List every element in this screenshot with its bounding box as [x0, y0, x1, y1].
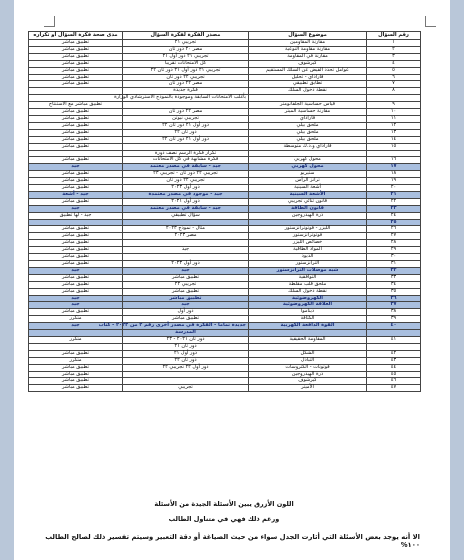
cell-validity: جيد	[29, 205, 123, 212]
cell-idea-source: تطبيق مباشر	[123, 274, 249, 281]
table-row	[29, 261, 421, 268]
page-top-margin	[14, 0, 450, 30]
cell-question-topic: ديناموا	[249, 309, 367, 316]
cell-question-topic: الأميتر	[249, 385, 367, 392]
cell-question-topic: ستيريو	[249, 171, 367, 178]
cell-question-topic: ذرة الهيدروجين	[249, 371, 367, 378]
cell-validity: تطبيق مباشر	[29, 157, 123, 164]
cell-question-topic: ملحق قلب مقلطة	[249, 281, 367, 288]
cell-question-topic: فوتوترانزستور	[249, 233, 367, 240]
cell-idea-source: جديدة تماما - الفكرة في مصدر أخرى رقم ٢ من ٢٠٢٣ - كتاب	[123, 323, 249, 330]
cell-question-topic: المقاومة الحقيقية	[249, 336, 367, 343]
cell-question-number: ٢٨	[367, 240, 421, 247]
cell-idea-source: فكرة مشابهة في كل الامتحانات	[123, 157, 249, 164]
table-row	[29, 323, 421, 330]
cell-idea-source: جيد - سابقة في مصدر معتمد	[123, 205, 249, 212]
cell-validity: جيد	[29, 323, 123, 330]
table-row	[29, 81, 421, 88]
cell-validity: جيد	[29, 164, 123, 171]
cell-idea-source: تجريبي ٢٢ دور ثان	[123, 178, 249, 185]
cell-idea-source: دور أول ٢٠٢١	[123, 198, 249, 205]
cell-question-number: ١١	[367, 115, 421, 122]
cell-validity: تطبيق مباشر	[29, 115, 123, 122]
cell-question-topic: قانون الطاقة	[249, 205, 367, 212]
table-row	[29, 143, 421, 150]
cell-question-number: ٣٩	[367, 316, 421, 323]
cell-validity: تطبيق مباشر	[29, 136, 123, 143]
cell-question-topic: الكثافة	[249, 316, 367, 323]
table-row	[29, 67, 421, 74]
cell-question-topic: الترانزستور	[249, 261, 367, 268]
cell-question-topic: القوة الدافعة الكهربية	[249, 323, 367, 330]
cell-question-number: ٣٠	[367, 254, 421, 261]
cell-question-topic: ملحق بيلي	[249, 129, 367, 136]
cell-validity: تطبيق مباشر	[29, 40, 123, 47]
cell-validity: متكرر	[29, 357, 123, 364]
table-row	[29, 309, 421, 316]
cell-validity: تطبيق مباشر	[29, 233, 123, 240]
cell-question-topic: نقطة دخول السلك	[249, 288, 367, 295]
cell-idea-source: فكرة جديدة	[123, 88, 249, 95]
header-question-number: رقم السؤال	[367, 32, 421, 40]
cell-validity: تطبيق مباشر	[29, 122, 123, 129]
cell-validity: جيد	[29, 267, 123, 274]
cell-question-number: ٢٧	[367, 233, 421, 240]
cell-question-topic: قياس حساسية الجلفانومتر	[249, 102, 367, 109]
cell-idea-source: تكرار فكرة الرسم نصف دورة	[123, 150, 249, 157]
cell-question-topic: فاراداي - تحليل	[249, 74, 367, 81]
cell-question-topic: مقارنة المقاومين	[249, 40, 367, 47]
cell-idea-source: تجريبي ٢١ دور أول ٢١	[123, 53, 249, 60]
cell-question-number: ٤٢	[367, 350, 421, 357]
header-question-topic: موضوع السؤال	[249, 32, 367, 40]
questions-table	[28, 31, 421, 392]
table-row	[29, 385, 421, 392]
cell-validity: تطبيق مباشر	[29, 288, 123, 295]
cell-validity: جيد - لها تطبيق	[29, 212, 123, 219]
cell-question-number: ١٨	[367, 171, 421, 178]
cell-question-topic: شبه موصلات الترانزستور	[249, 267, 367, 274]
table-row	[29, 336, 421, 343]
cell-idea-source: دور ثان ٢٢	[123, 129, 249, 136]
cell-idea-source: تجريبي	[123, 385, 249, 392]
cell-validity: تطبيق مباشر مع الاستنتاج	[29, 102, 123, 109]
cell-idea-source: دور أول ٢١	[123, 350, 249, 357]
cell-question-topic: فاراداي و.د.ك متوسطة	[249, 143, 367, 150]
cell-validity: تطبيق مباشر	[29, 81, 123, 88]
cell-question-topic: الكهروضوئية	[249, 295, 367, 302]
cell-question-topic: عوامل تحدد الفيض عن السلك المستقيم	[249, 67, 367, 74]
cell-question-number: ٣٨	[367, 309, 421, 316]
table-row	[29, 330, 421, 337]
cell-question-topic: نقطة دخول السلك	[249, 88, 367, 95]
cell-validity: تطبيق مباشر	[29, 198, 123, 205]
cell-idea-source: جيد - سابقة في مصدر معتمد	[123, 164, 249, 171]
cell-idea-source: كل الامتحانات تقريبا	[123, 60, 249, 67]
cell-validity: تطبيق مباشر	[29, 178, 123, 185]
cell-question-number: ١٣	[367, 129, 421, 136]
cell-idea-source: جيد	[123, 267, 249, 274]
cell-question-topic: فوتونات - الكتروسات	[249, 364, 367, 371]
table-row	[29, 288, 421, 295]
cell-question-number: ٢٣	[367, 205, 421, 212]
cell-validity	[29, 88, 123, 95]
table-row	[29, 364, 421, 371]
table-body	[29, 40, 421, 392]
cell-idea-source: دور أول ٢٠٢٣	[123, 185, 249, 192]
table-row	[29, 198, 421, 205]
cell-question-topic: محول كهربي	[249, 164, 367, 171]
cell-validity: تطبيق مباشر	[29, 378, 123, 385]
cell-question-number: ٨	[367, 88, 421, 95]
cell-question-topic: العلاقة الكهروضوئية	[249, 302, 367, 309]
cell-idea-source: دور ثان ٢١	[123, 343, 249, 350]
cell-idea-source	[123, 371, 249, 378]
cell-question-topic: أشعة السينية	[249, 185, 367, 192]
cell-validity: تطبيق مباشر	[29, 254, 123, 261]
cell-idea-source: تطبيق مباشر	[123, 288, 249, 295]
cell-idea-source: المدرسة	[123, 330, 249, 337]
cell-question-topic: مقارنة في المقاومة	[249, 53, 367, 60]
cell-question-number: ٥	[367, 67, 421, 74]
cell-validity: تطبيق مباشر	[29, 226, 123, 233]
cell-validity: تطبيق مباشر	[29, 350, 123, 357]
cell-idea-source: سؤال تطبيقي	[123, 212, 249, 219]
cell-question-topic: الديود	[249, 254, 367, 261]
cell-validity: تطبيق مباشر	[29, 247, 123, 254]
cell-question-number: ٧	[367, 81, 421, 88]
cell-idea-source: دور أول	[123, 309, 249, 316]
cell-validity: تطبيق مباشر	[29, 53, 123, 60]
cell-idea-source: تجريبي نيوتن	[123, 115, 249, 122]
footer-note-controversy: الا أنه يوجد بعض الأسئلة التي أثارت الجدل سواء من حيث الصياغة أو دقة التعبير وسيتم تفسير ذلك لصالح الطالب ١٠٠%	[45, 533, 420, 549]
table-row	[29, 295, 421, 302]
cell-question-topic: تطابق تطبيقي	[249, 81, 367, 88]
cell-question-topic: التبادل	[249, 357, 367, 364]
cell-idea-source: مصر ٢٢ دور ثان	[123, 81, 249, 88]
cell-idea-source: تجريبي ٢١	[123, 40, 249, 47]
table-row	[29, 157, 421, 164]
cell-question-number: ٢٤	[367, 212, 421, 219]
cell-question-number: ١٧	[367, 164, 421, 171]
cell-question-number: ٤١	[367, 336, 421, 343]
cell-question-number: ٢٥	[367, 219, 421, 226]
cell-idea-source: تطبيق مباشر	[123, 316, 249, 323]
table-row	[29, 350, 421, 357]
cell-question-number: ٣	[367, 53, 421, 60]
cell-question-number: ٣١	[367, 261, 421, 268]
cell-question-number: ٢	[367, 46, 421, 53]
cell-validity: تطبيق مباشر	[29, 143, 123, 150]
cell-idea-source: تجريبي ٢٢ دور ثان - تجريبي ٢٣	[123, 171, 249, 178]
cell-question-number: ٤٠	[367, 323, 421, 330]
cell-validity: تطبيق مباشر	[29, 67, 123, 74]
cell-validity: تطبيق مباشر	[29, 274, 123, 281]
cell-idea-source: جيد	[123, 247, 249, 254]
cell-idea-source: مصر ٢٠٢٣	[123, 233, 249, 240]
cell-validity: تطبيق مباشر	[29, 60, 123, 67]
margin-corner-mark	[425, 16, 436, 27]
cell-validity: تطبيق مباشر	[29, 109, 123, 116]
cell-question-topic: مقارنة مقاومة النوعية	[249, 46, 367, 53]
cell-question-number: ١٩	[367, 178, 421, 185]
cell-question-topic: الأشعة السينية	[249, 191, 367, 198]
cell-idea-source: جيد	[123, 302, 249, 309]
cell-idea-source: بأغلب الامتحانات السابقة وموجودة بالنموذج الاسترشادي الوزارة	[123, 95, 249, 102]
cell-validity: جيد - أشعة	[29, 191, 123, 198]
cell-idea-source: تطبيق مباشر	[123, 295, 249, 302]
cell-idea-source: دور ثان ٢٠٢١ - ٢٣	[123, 336, 249, 343]
cell-validity: تطبيق مباشر	[29, 385, 123, 392]
cell-question-number: ٤٤	[367, 364, 421, 371]
cell-validity: تطبيق مباشر	[29, 281, 123, 288]
cell-validity: متكرر	[29, 316, 123, 323]
cell-idea-source: مثال - نموذج ٢٠٢٣	[123, 226, 249, 233]
cell-question-number: ١٥	[367, 143, 421, 150]
cell-idea-source: مصر ٢٢ دور ثان	[123, 109, 249, 116]
cell-idea-source: تجريبي ٢٢ دور ثان	[123, 74, 249, 81]
cell-question-topic: فاراداي	[249, 115, 367, 122]
cell-validity: تطبيق مباشر	[29, 309, 123, 316]
cell-question-number: ١٤	[367, 136, 421, 143]
cell-question-number: ١	[367, 40, 421, 47]
cell-question-number: ٩	[367, 102, 421, 109]
cell-question-number: ٢٠	[367, 185, 421, 192]
cell-question-topic: خصائص الليزر	[249, 240, 367, 247]
cell-question-topic: المواد الطاقية	[249, 247, 367, 254]
cell-question-topic: قانون ثنائي تجريبي	[249, 198, 367, 205]
cell-question-number: ١٢	[367, 122, 421, 129]
footer-note-blue: اللون الأزرق يبين الأسئلة الجيدة من الأسئلة	[154, 500, 294, 508]
cell-question-topic: ملحق بيلي	[249, 136, 367, 143]
cell-question-topic: الليزر - فوتوترانزستور	[249, 226, 367, 233]
cell-question-topic: مقارنة حساسية الميتر	[249, 109, 367, 116]
cell-question-number: ١٠	[367, 109, 421, 116]
cell-question-number: ٤٣	[367, 357, 421, 364]
cell-question-topic: ترانز الرأس	[249, 178, 367, 185]
cell-question-number: ١٦	[367, 157, 421, 164]
cell-question-number: ٤	[367, 60, 421, 67]
header-idea-source: مصدر الفكرة لفكرة السؤال	[123, 32, 249, 40]
cell-validity: تطبيق مباشر	[29, 129, 123, 136]
cell-idea-source: دور أول ٢٢ تجريبي ٢٢	[123, 364, 249, 371]
cell-question-number: ٢٢	[367, 198, 421, 205]
cell-idea-source: مصر ٢٠ دور ثان	[123, 46, 249, 53]
cell-validity: تطبيق مباشر	[29, 364, 123, 371]
cell-question-number: ٣٣	[367, 274, 421, 281]
cell-question-number: ٣٥	[367, 288, 421, 295]
cell-idea-source: جيد - موجود في مصدر معتمدة	[123, 191, 249, 198]
cell-validity: متكرر	[29, 336, 123, 343]
cell-validity: تطبيق مباشر	[29, 240, 123, 247]
cell-question-number: ٦	[367, 74, 421, 81]
cell-question-number: ٤٧	[367, 385, 421, 392]
table-row	[29, 212, 421, 219]
margin-corner-mark	[44, 16, 55, 27]
cell-question-number: ٤٥	[367, 371, 421, 378]
cell-question-number: ٣٦	[367, 295, 421, 302]
cell-validity: تطبيق مباشر	[29, 185, 123, 192]
cell-question-number: ٢٩	[367, 247, 421, 254]
cell-validity: تطبيق مباشر	[29, 371, 123, 378]
cell-question-number: ٢١	[367, 191, 421, 198]
cell-question-topic: ذرة الهيدروجين	[249, 212, 367, 219]
cell-question-number: ٢٦	[367, 226, 421, 233]
cell-question-topic: التوافقية	[249, 274, 367, 281]
cell-idea-source: دور أول ٢٠٢٣	[123, 261, 249, 268]
cell-question-topic: كيرشوف	[249, 60, 367, 67]
cell-validity: تطبيق مباشر	[29, 46, 123, 53]
cell-question-number: ٣٤	[367, 281, 421, 288]
cell-question-number: ٣٧	[367, 302, 421, 309]
cell-question-number: ٤٦	[367, 378, 421, 385]
cell-idea-source	[123, 143, 249, 150]
cell-question-topic: الشكل	[249, 350, 367, 357]
cell-validity: جيد	[29, 302, 123, 309]
cell-question-topic: ملحق بيلي	[249, 122, 367, 129]
cell-idea-source: تجريبي ٢١ دور أول ٢١ دور ثان ٢٢	[123, 67, 249, 74]
footer-note-reach: ورغم ذلك فهي في متناول الطالب	[168, 515, 280, 523]
cell-validity: تطبيق مباشر	[29, 74, 123, 81]
cell-question-number: ٣٢	[367, 267, 421, 274]
header-validity: مدى صحة فكرة السؤال أو تكراره	[29, 32, 123, 40]
cell-idea-source: تجريبي ٢٢	[123, 281, 249, 288]
cell-question-topic: محول كهربي	[249, 157, 367, 164]
cell-validity: جيد	[29, 295, 123, 302]
cell-question-topic: كيرشوف	[249, 378, 367, 385]
cell-idea-source: دور ثان ٢٢	[123, 357, 249, 364]
cell-idea-source: دور أول ٢١ دور ثان ٢٢	[123, 136, 249, 143]
cell-validity: تطبيق مباشر	[29, 261, 123, 268]
cell-validity: تطبيق مباشر	[29, 171, 123, 178]
cell-idea-source: دور أول ٢١ دور ثان ٢٢	[123, 122, 249, 129]
